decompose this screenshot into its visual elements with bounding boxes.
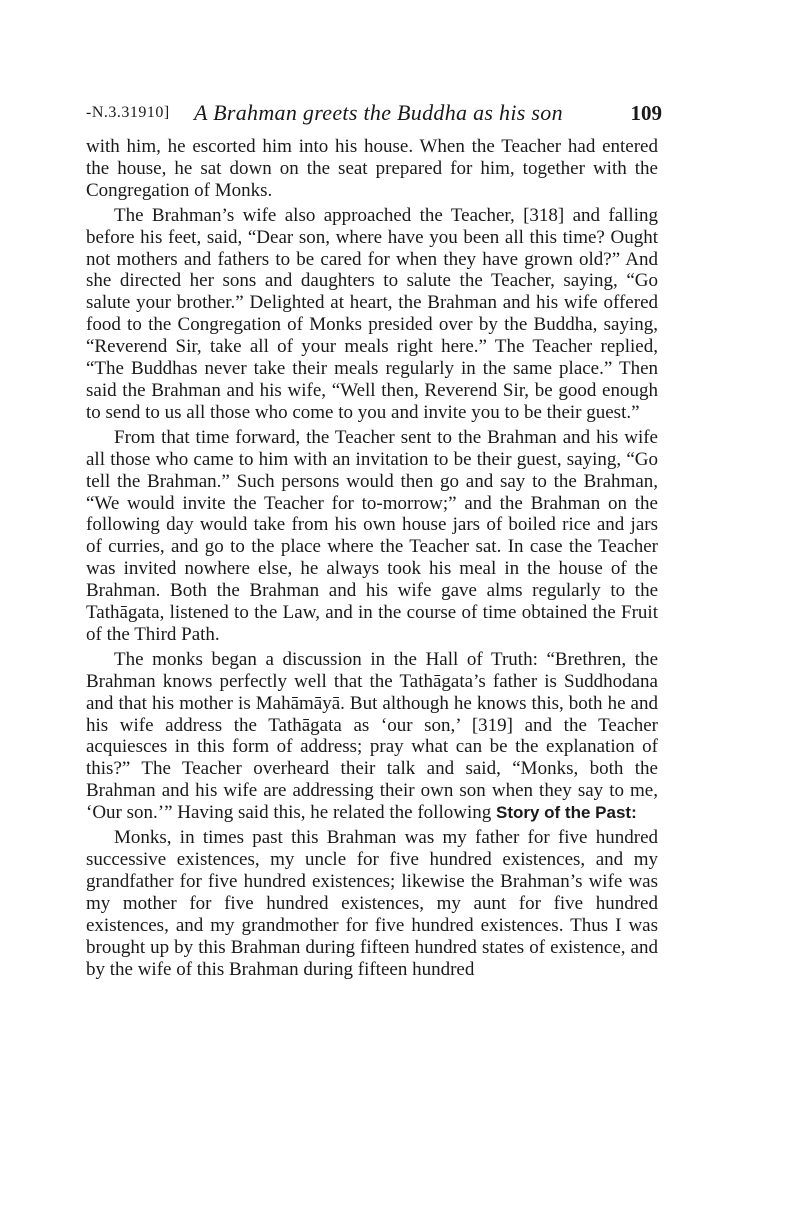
paragraph (86, 649, 658, 824)
paragraph: From that time forward, the Teacher sent to the Brahman and his wife all those who came to him with an invitation to be their guest, saying, “Go tell the Brahman.” Such persons would then go and say to the Brahman, “We would invite the Teacher for to-morrow;” and the Brahman on the following day would take from his own house jars of boiled rice and jars of curries, and go to the place where the Teacher sat. In case the Teacher was invited nowhere else, he always took his meal in the house of the Brahman. Both the Brahman and his wife gave alms regularly to the Tathāgata, listened to the Law, and in the course of time obtained the Fruit of the Third Path. (86, 426, 658, 645)
story-of-the-past-label: Story of the Past: (495, 803, 637, 823)
paragraph: with him, he escorted him into his house. When the Teacher had entered the house, he sat down on the seat prepared for him, together with the Congregation of Monks. (86, 136, 658, 201)
book-page (86, 96, 662, 980)
paragraph: Monks, in times past this Brahman was my father for five hundred successive existences, my uncle for five hundred existences, and my grandfather for five hundred existences; likewise the Brahman’s wife was my mother for five hundred existences, my aunt for five hundred existences, and my grandmother for five hundred existences. Thus I was brought up by this Brahman during fifteen hundred states of existence, and by the wife of this Brahman during fifteen hundred (86, 827, 658, 980)
page-number: 109 (630, 101, 662, 125)
page-header (86, 96, 662, 130)
running-title: A Brahman greets the Buddha as his son (194, 100, 563, 125)
body-text (86, 136, 658, 980)
paragraph: The Brahman’s wife also approached the Teacher, [318] and falling before his feet, said, “Dear son, where have you been all this time? Ought not mothers and fathers to be cared for when they have grown old?” And she directed her sons and daughters to salute the Teacher, saying, “Go salute your brother.” Delighted at heart, the Brahman and his wife offered food to the Congregation of Monks presided over by the Buddha, saying, “Reverend Sir, take all of your meals right here.” The Teacher replied, “The Buddhas never take their meals regularly in the same place.” Then said the Brahman and his wife, “Well then, Reverend Sir, be good enough to send to us all those who come to you and invite you to be their guest.” (86, 204, 658, 423)
section-reference: -N.3.31910] (86, 104, 170, 121)
paragraph-text: The monks began a discussion in the Hall of Truth: “Brethren, the Brahman knows perfectly well that the Tathāgata’s father is Suddhodana and that his mother is Mahāmāyā. But although he knows this, both he and his wife address the Tathāgata as ‘our son,’ [319] and the Teacher acquiesces in this form of address; pray what can be the explanation of this?” The Teacher overheard their talk and said, “Monks, both the Brahman and his wife are addressing their own son when they say to me, ‘Our son.’” Having said this, he related the following (86, 648, 658, 824)
